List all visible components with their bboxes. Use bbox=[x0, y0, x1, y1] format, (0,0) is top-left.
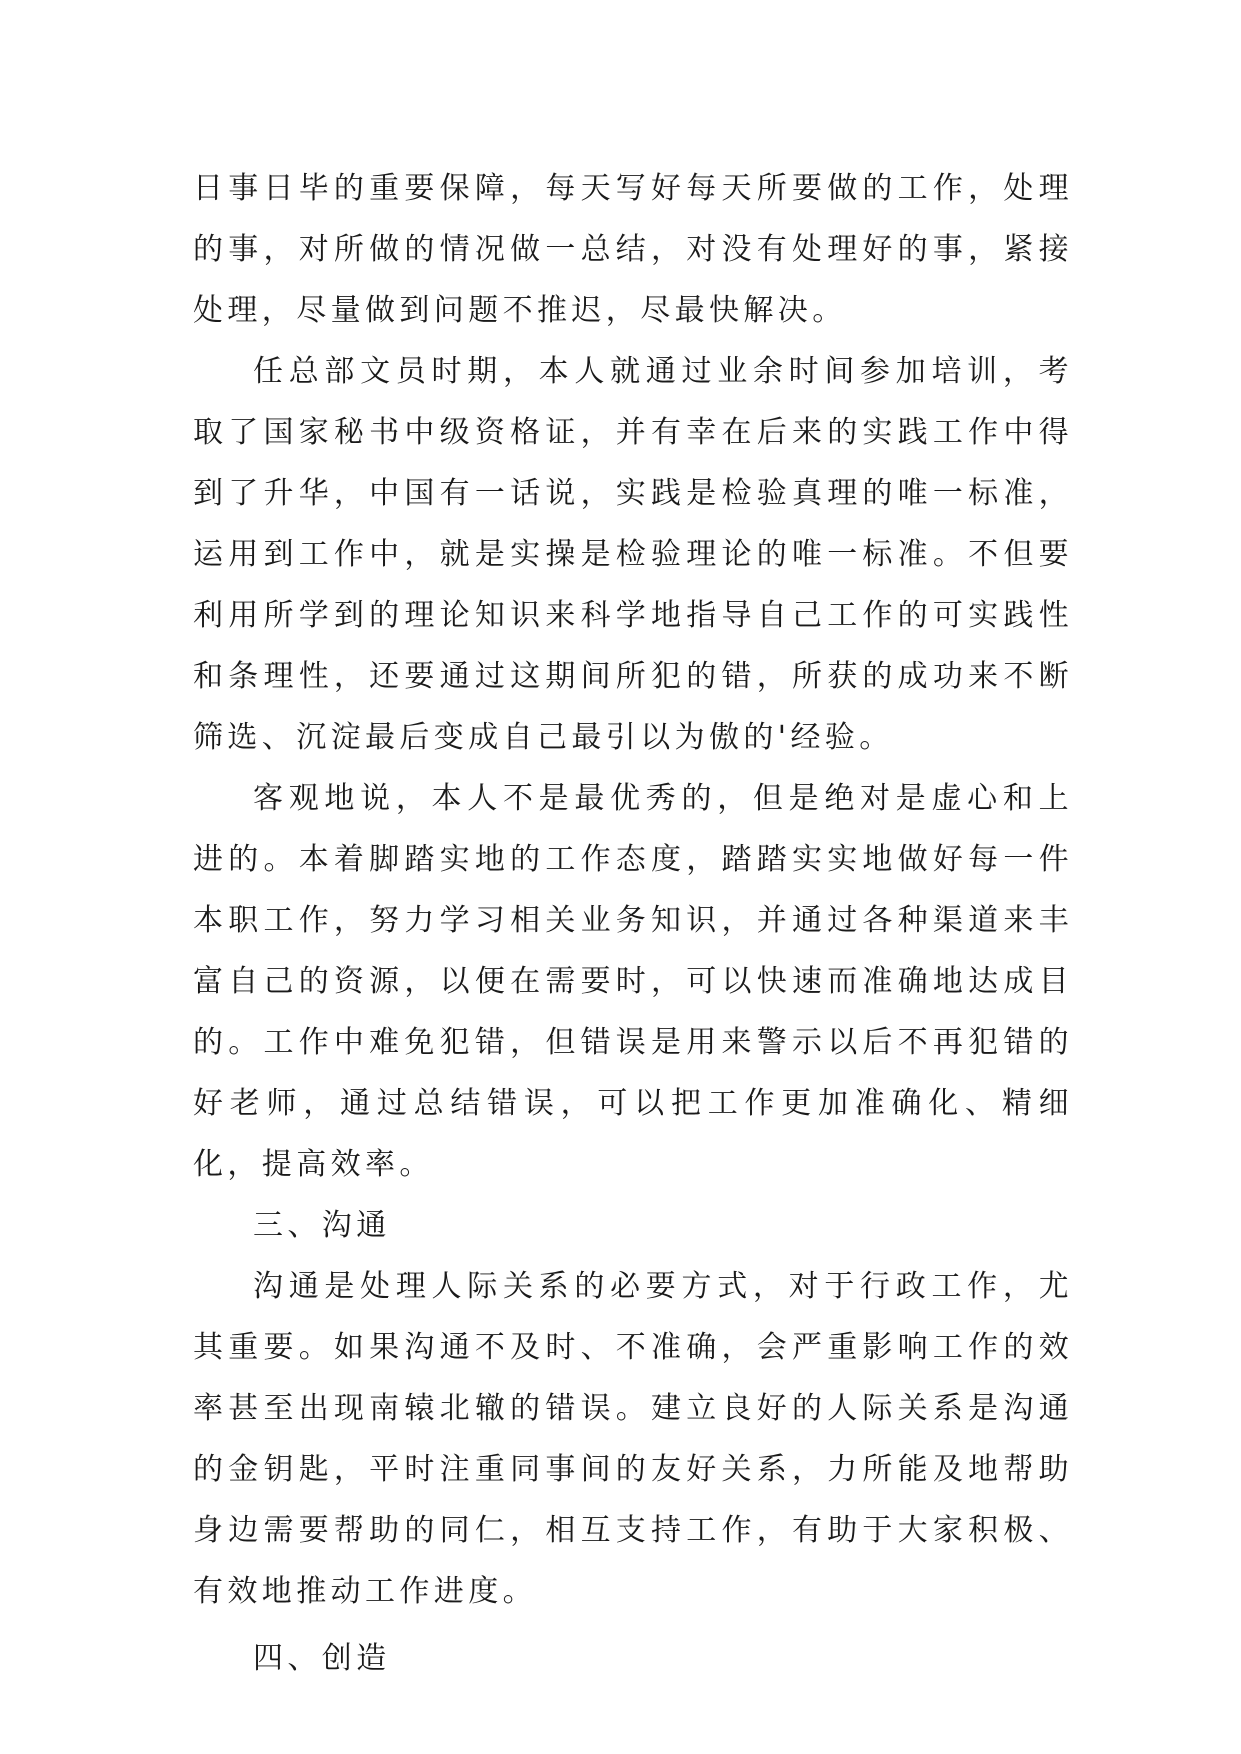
section-heading-communication: 三、沟通 bbox=[253, 1208, 391, 1243]
paragraph-attitude: 客观地说，本人不是最优秀的，但是绝对是虚心和上进的。本着脚踏实地的工作态度，踏踏实实地做好每一件本职工作，努力学习相关业务知识，并通过各种渠道来丰富自己的资源，以便在需要时，可以快速而准确地达成目的。工作中难免犯错，但错误是用来警示以后不再犯错的好老师，通过总结错误，可以把工作更加准确化、精细化，提高效率。 bbox=[193, 781, 1073, 1182]
section-heading-creation: 四、创造 bbox=[253, 1641, 391, 1676]
paragraph-continuation: 日事日毕的重要保障，每天写好每天所要做的工作，处理的事，对所做的情况做一总结，对没有处理好的事，紧接处理，尽量做到问题不推迟，尽最快解决。 bbox=[193, 171, 1073, 328]
paragraph-training: 任总部文员时期，本人就通过业余时间参加培训，考取了国家秘书中级资格证，并有幸在后来的实践工作中得到了升华，中国有一话说，实践是检验真理的唯一标准，运用到工作中，就是实操是检验理论的唯一标准。不但要利用所学到的理论知识来科学地指导自己工作的可实践性和条理性，还要通过这期间所犯的错，所获的成功来不断筛选、沉淀最后变成自己最引以为傲的'经验。 bbox=[193, 354, 1073, 755]
paragraph-communication: 沟通是处理人际关系的必要方式，对于行政工作，尤其重要。如果沟通不及时、不准确，会严重影响工作的效率甚至出现南辕北辙的错误。建立良好的人际关系是沟通的金钥匙，平时注重同事间的友好关系，力所能及地帮助身边需要帮助的同仁，相互支持工作，有助于大家积极、有效地推动工作进度。 bbox=[193, 1269, 1073, 1609]
document-body bbox=[193, 158, 1073, 1689]
